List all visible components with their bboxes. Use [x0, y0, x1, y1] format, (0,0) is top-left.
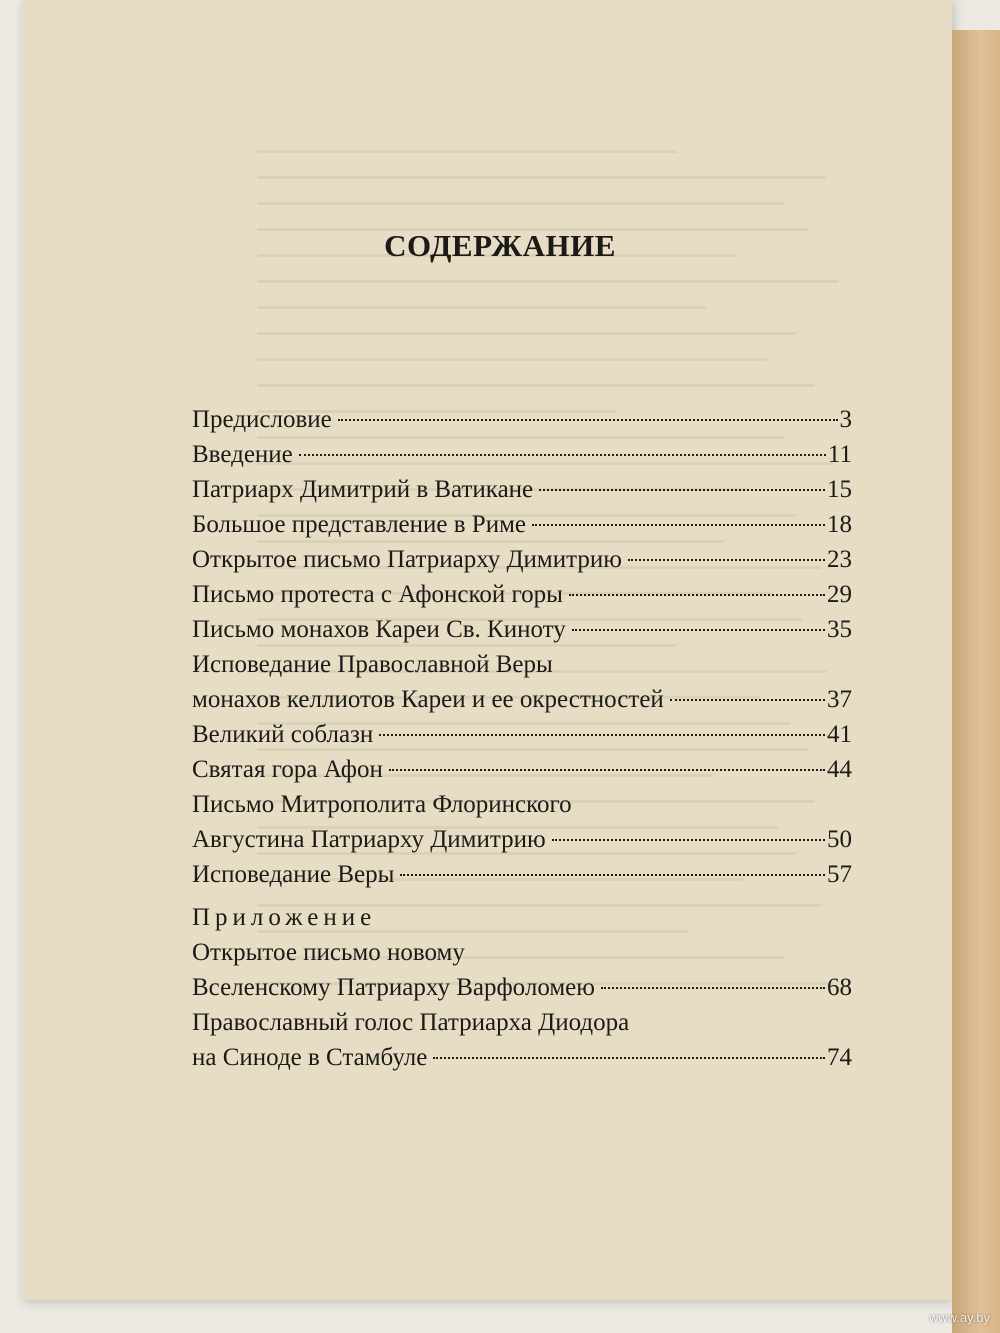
toc-entry-title: Предисловие [192, 406, 332, 433]
toc-entry-page: 3 [839, 406, 852, 433]
toc-entry-page: 57 [827, 861, 852, 888]
dot-leader [338, 419, 838, 421]
toc-entry-page: 37 [827, 686, 852, 713]
toc-entry-page: 50 [827, 826, 852, 853]
toc-entry-title: монахов келлиотов Кареи и ее окрестностей [192, 686, 664, 713]
toc-entry-page: 15 [827, 476, 852, 503]
toc-entry [192, 717, 852, 752]
toc-entry-page: 44 [827, 756, 852, 783]
dot-leader [389, 769, 825, 771]
toc-entry [192, 542, 852, 577]
dot-leader [532, 524, 825, 526]
toc-entry-page: 23 [827, 546, 852, 573]
toc-entry-line1: Открытое письмо новому [192, 939, 465, 966]
toc-entry [192, 1040, 852, 1075]
toc-entry [192, 752, 852, 787]
toc-entry-page: 74 [827, 1044, 852, 1071]
toc-entry-page: 11 [827, 441, 852, 468]
toc-entry-title: Открытое письмо Патриарху Димитрию [192, 546, 622, 573]
toc-entry-title: Исповедание Веры [192, 861, 395, 888]
table-of-contents [192, 402, 852, 1075]
toc-entry [192, 472, 852, 507]
toc-entry-page: 68 [827, 974, 852, 1001]
dot-leader [539, 489, 825, 491]
toc-entry [192, 577, 852, 612]
toc-entry-line1: Исповедание Православной Веры [192, 651, 553, 678]
toc-entry [192, 682, 852, 717]
toc-entry-title: Письмо монахов Кареи Св. Киноту [192, 616, 566, 643]
facing-page-edge [952, 30, 1000, 1333]
toc-entry [192, 822, 852, 857]
toc-entry [192, 857, 852, 892]
toc-entry-title: Великий соблазн [192, 721, 374, 748]
toc-entry-title: Патриарх Димитрий в Ватикане [192, 476, 534, 503]
toc-entry-title: Большое представление в Риме [192, 511, 526, 538]
toc-entry-page: 18 [827, 511, 852, 538]
toc-entry [192, 402, 852, 437]
toc-entry [192, 970, 852, 1005]
toc-entry-page: 29 [827, 581, 852, 608]
dot-leader [552, 839, 825, 841]
dot-leader [433, 1057, 825, 1059]
toc-entry-title: Августина Патриарху Димитрию [192, 826, 546, 853]
dot-leader [400, 874, 825, 876]
toc-entry-page: 41 [827, 721, 852, 748]
toc-entry-page: 35 [827, 616, 852, 643]
toc-entry-line1: Православный голос Патриарха Диодора [192, 1009, 630, 1036]
toc-entry-title: Письмо протеста с Афонской горы [192, 581, 563, 608]
toc-entry [192, 507, 852, 542]
page-title: СОДЕРЖАНИЕ [384, 228, 616, 263]
toc-entry-title: Вселенскому Патриарху Варфоломею [192, 974, 595, 1001]
toc-entry-title: на Синоде в Стамбуле [192, 1044, 428, 1071]
dot-leader [670, 699, 825, 701]
toc-entry-line1: Письмо Митрополита Флоринского [192, 791, 572, 818]
dot-leader [299, 454, 826, 456]
toc-entry-title: Введение [192, 441, 293, 468]
dot-leader [628, 559, 825, 561]
toc-entry [192, 437, 852, 472]
watermark: www.ay.by [928, 1310, 990, 1325]
toc-entry [192, 612, 852, 647]
dot-leader [569, 594, 825, 596]
toc-entry-title: Святая гора Афон [192, 756, 383, 783]
dot-leader [379, 734, 825, 736]
dot-leader [572, 629, 825, 631]
dot-leader [601, 987, 825, 989]
appendix-heading: Приложение [192, 904, 377, 931]
